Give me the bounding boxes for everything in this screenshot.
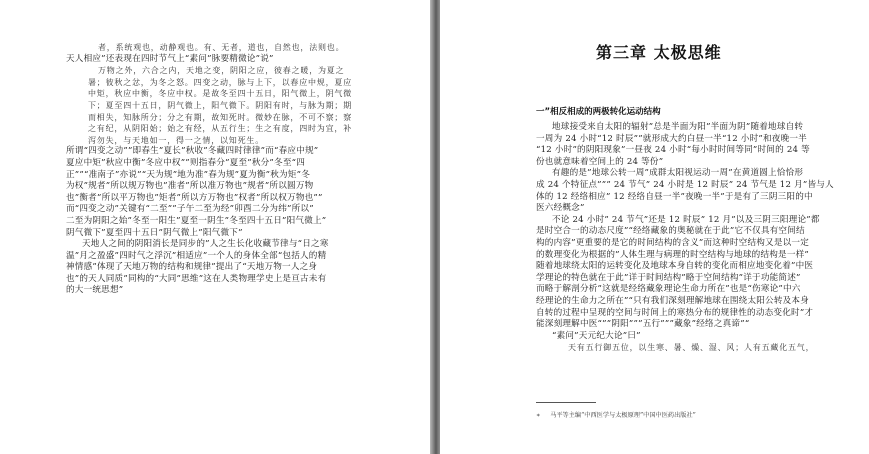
text-line: 学理论的特色就在于此”详于时间结构”略于空间结构”详于功能简述” [536,272,801,283]
text-line: 一周为 24 小时“12 时辰””就形成大约白昼一半“12 小时”和夜晚一半 [536,133,807,144]
text-line: 天人相应”还表现在四时节气上“素问”脉要精微论”说” [66,53,274,64]
text-line: 者，系统观也，动静观也。有、无者，道也，自然也，法则也。 [98,43,345,52]
text-line: 而“四变之动”关键有“二至””子午二至为经”卯酉二分为纬”所以” [66,204,314,215]
text-line: 阴气微下”夏至四十五日”阴气微上”阳气微下” [66,227,243,238]
footnote-rule [536,402,596,403]
text-line: 正””“准南子”亦说”“天为规”地为准”春为规”夏为衡”秋为矩”冬 [66,169,310,180]
text-line: 暑；彼秋之忿，为冬之怒。四变之动，脉与上下，以春应中规，夏应 [88,77,352,87]
text-line: 体的 12 经络相应” 12 经络自昼一半”夜晚一半”于是有了三阴三阳的中 [536,191,813,202]
text-line: 成 24 个特征点””” 24 节气” 24 小时是 12 时辰” 24 节气是 12 月”皆与人 [536,179,834,190]
text-line: 也”衡者”所以平万物也”矩者”所以方万物也”权者”所以权万物也”” [66,192,323,203]
text-line: 能深刻理解中医“””阴阳”””五行”””藏象”经络之真谛”“ [536,319,750,330]
text-line: 经理论的生命力之所在”“只有我们深刻理解地球在围绕太阳公转及本身 [536,295,810,306]
text-line: 构的内容”更重要的是它的时间结构的含义”而这种时空结构又是以一定 [536,237,810,248]
text-line: 二至为阴阳之始”冬至一阳生”夏至一阴生”冬至四十五日”阳气微上” [66,215,327,226]
text-line: 温”月之盈盛”四时气之浮沉”相适应”一个人的身体全部“包括人的精 [66,250,327,261]
text-line: 不论 24 小时” 24 节气”还是 12 时辰” 12 月”以及三阴三阳理论”都 [552,214,820,225]
text-line: 中矩，秋应中衡，冬应中权。是故冬至四十五日，阳气微上，阴气微 [88,89,352,99]
text-line: 所谓“四变之动””即春生”夏长”秋收”冬藏四时律律”而“春应中规” [66,146,319,157]
text-line: 为权”规者”所以规万物也”准者”所以准万物也”规者”所以圆万物 [66,181,314,192]
text-line: 也”的天人同质”同构的“大同”思维”这在人类物理学史上是亘古未有 [66,273,327,284]
text-line: 而略于解剖分析”这就是经络藏象理论生命力所在”也是“伤寒论”中六 [536,284,801,295]
footnote-text: 马平等主编“中西医学与太极原理”中国中医药出版社” [550,412,696,419]
text-line: 泻勿失，与天地如一，得一之情，以知死生。 [88,135,264,145]
left-page [0,0,430,454]
text-line: 天地人之间的阴阳消长是同步的”人之生长化收藏节律与“日之寒 [82,239,329,250]
page-gutter [430,0,440,454]
text-line: 万物之外，六合之内，天地之变，阴阳之应，彼春之暖，为夏之 [98,66,345,76]
text-line: 随着地球绕太阳的运转变化及地球本身自转的变化而相应地变化着”中医 [536,261,814,272]
right-page-text [536,122,834,354]
text-line: 医六经概念” [536,203,585,214]
text-line: 有趣的是”地球公转一周”成群太阳视运动一周”在黄道圆上恰恰形 [552,168,804,179]
text-line: 的数理变化为根据的”人体生理与病理的时空结构与地球的结构是一样” [536,249,810,260]
text-line: 是时空合一的动态尺度”“经络藏象的奥秘就在于此”它不仅具有空间结 [536,226,805,237]
text-line: 下；夏至四十五日，阴气微上，阳气微下。阴阳有时，与脉为期；期 [88,100,352,110]
text-line: “12 小时”的阴阳现象”一昼夜 24 小时“每小时时间等同”时间的 24 等 [536,145,810,156]
text-line: 自转的过程中呈现的空间与时间上的寒热分布的规律性的动态变化时”才 [536,307,814,318]
text-line: 的大一统思想” [66,285,124,296]
chapter-title: 第三章 太极思维 [596,43,722,62]
text-line: 而相失，知脉所分；分之有期，故知死时。微妙在脉，不可不察；察 [88,112,352,122]
footnote-mark: ∗ [536,412,541,419]
text-line: 天有五行御五位，以生寒、暑、燥、湿、风；人有五藏化五气， [568,343,815,353]
text-line: 夏应中矩”秋应中衡”冬应中权””则指春分”夏至”秋分”冬至“四 [66,157,306,168]
text-line: 神情感”体现了天地万物的结构和规律”提出了“天地万物一人之身 [66,262,318,273]
footnote [536,410,696,419]
right-page [440,0,869,454]
left-page-text [66,42,352,297]
text-line: “素问”天元纪大论”曰” [552,330,641,341]
section-heading: 一”相反相成的两极转化运动结构 [536,107,661,117]
text-line: 之有纪，从阴阳始；始之有经，从五行生；生之有度，四时为宜，补 [88,124,352,134]
text-line: 地球接受来自太阳的辐射”总是半面为阳”半面为阴”随着地球自转 [552,122,804,132]
text-line: 份也就意味着空间上的 24 等份” [536,156,664,167]
